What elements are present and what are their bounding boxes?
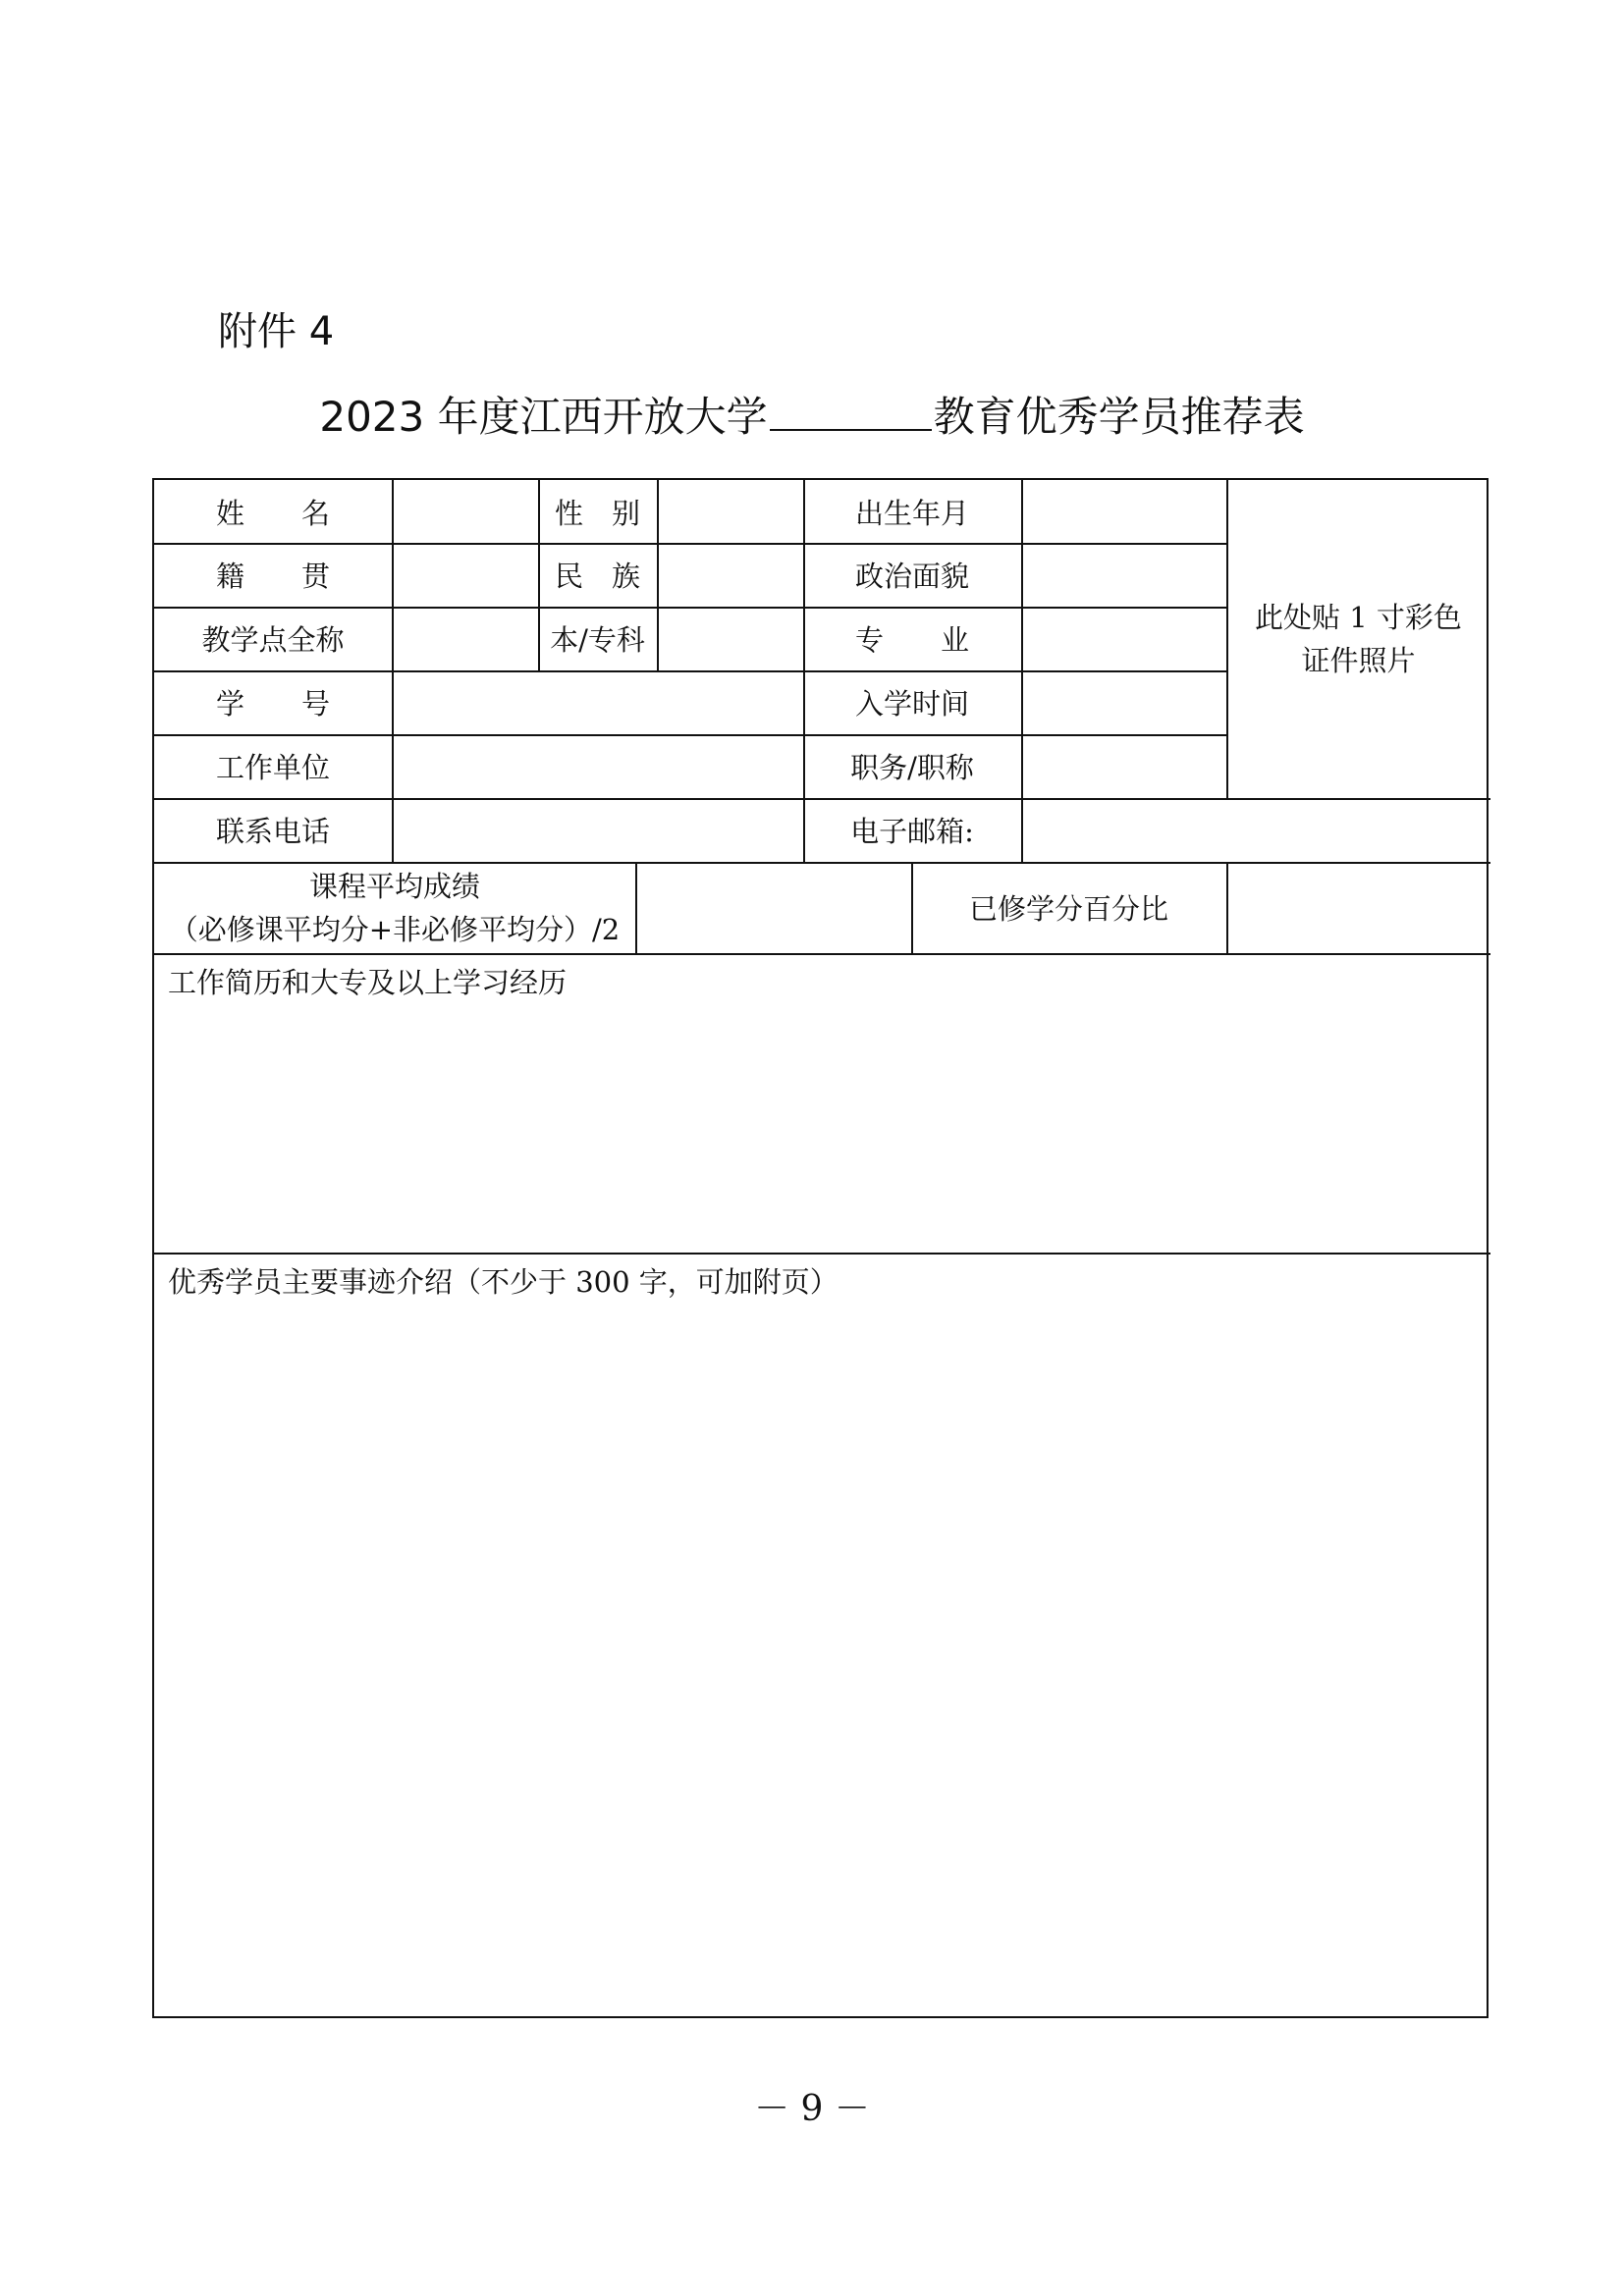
document-title — [0, 385, 1624, 444]
title-suffix: 教育优秀学员推荐表 — [933, 393, 1305, 441]
work-unit-field[interactable] — [392, 734, 803, 798]
avg-score-line2: （必修课平均分+非必修平均分）/2 — [169, 912, 621, 946]
label-student-id: 学 号 — [215, 687, 330, 721]
label-enroll-time: 入学时间 — [854, 687, 969, 721]
label-study-center: 教学点全称 — [201, 623, 345, 657]
label-name: 姓 名 — [215, 496, 330, 530]
recommendation-form-table — [152, 478, 1489, 2018]
political-status-field[interactable] — [1021, 543, 1226, 607]
birth-field[interactable] — [1021, 480, 1226, 543]
position-field[interactable] — [1021, 734, 1226, 798]
label-level: 本/专科 — [550, 623, 645, 657]
deeds-textarea[interactable] — [154, 1253, 1490, 2018]
photo-hint-line2: 证件照片 — [1301, 644, 1416, 677]
label-position: 职务/职称 — [850, 751, 974, 784]
study-center-field[interactable] — [392, 607, 538, 670]
gender-field[interactable] — [657, 480, 803, 543]
photo-hint-line1: 此处贴 1 寸彩色 — [1255, 601, 1462, 634]
major-field[interactable] — [1021, 607, 1226, 670]
label-native-place: 籍 贯 — [215, 560, 330, 593]
enroll-time-field[interactable] — [1021, 670, 1226, 734]
phone-field[interactable] — [392, 798, 803, 862]
label-gender: 性 别 — [554, 496, 640, 530]
label-major: 专 业 — [854, 623, 969, 657]
label-birth: 出生年月 — [854, 496, 969, 530]
name-field[interactable] — [392, 480, 538, 543]
native-place-field[interactable] — [392, 543, 538, 607]
level-field[interactable] — [657, 607, 803, 670]
label-political-status: 政治面貌 — [854, 560, 969, 593]
label-credit-percent: 已修学分百分比 — [968, 892, 1168, 926]
credit-percent-field[interactable] — [1226, 862, 1490, 953]
page-number: － 9 － — [754, 2089, 870, 2129]
photo-placeholder[interactable] — [1226, 480, 1490, 798]
history-section-heading: 工作简历和大专及以上学习经历 — [168, 966, 568, 999]
label-average-score — [154, 862, 635, 953]
label-email: 电子邮箱: — [850, 815, 974, 848]
email-field[interactable] — [1021, 798, 1490, 862]
label-work-unit: 工作单位 — [215, 751, 330, 784]
deeds-section-heading: 优秀学员主要事迹介绍（不少于 300 字，可加附页） — [168, 1265, 839, 1299]
label-phone: 联系电话 — [215, 815, 330, 848]
student-id-field[interactable] — [392, 670, 803, 734]
avg-score-line1: 课程平均成绩 — [308, 869, 480, 903]
title-prefix: 2023 年度江西开放大学 — [319, 393, 768, 441]
label-ethnicity: 民 族 — [554, 560, 640, 593]
ethnicity-field[interactable] — [657, 543, 803, 607]
attachment-label: 附件 4 — [218, 309, 335, 354]
title-blank-field[interactable] — [770, 392, 932, 431]
average-score-field[interactable] — [635, 862, 911, 953]
